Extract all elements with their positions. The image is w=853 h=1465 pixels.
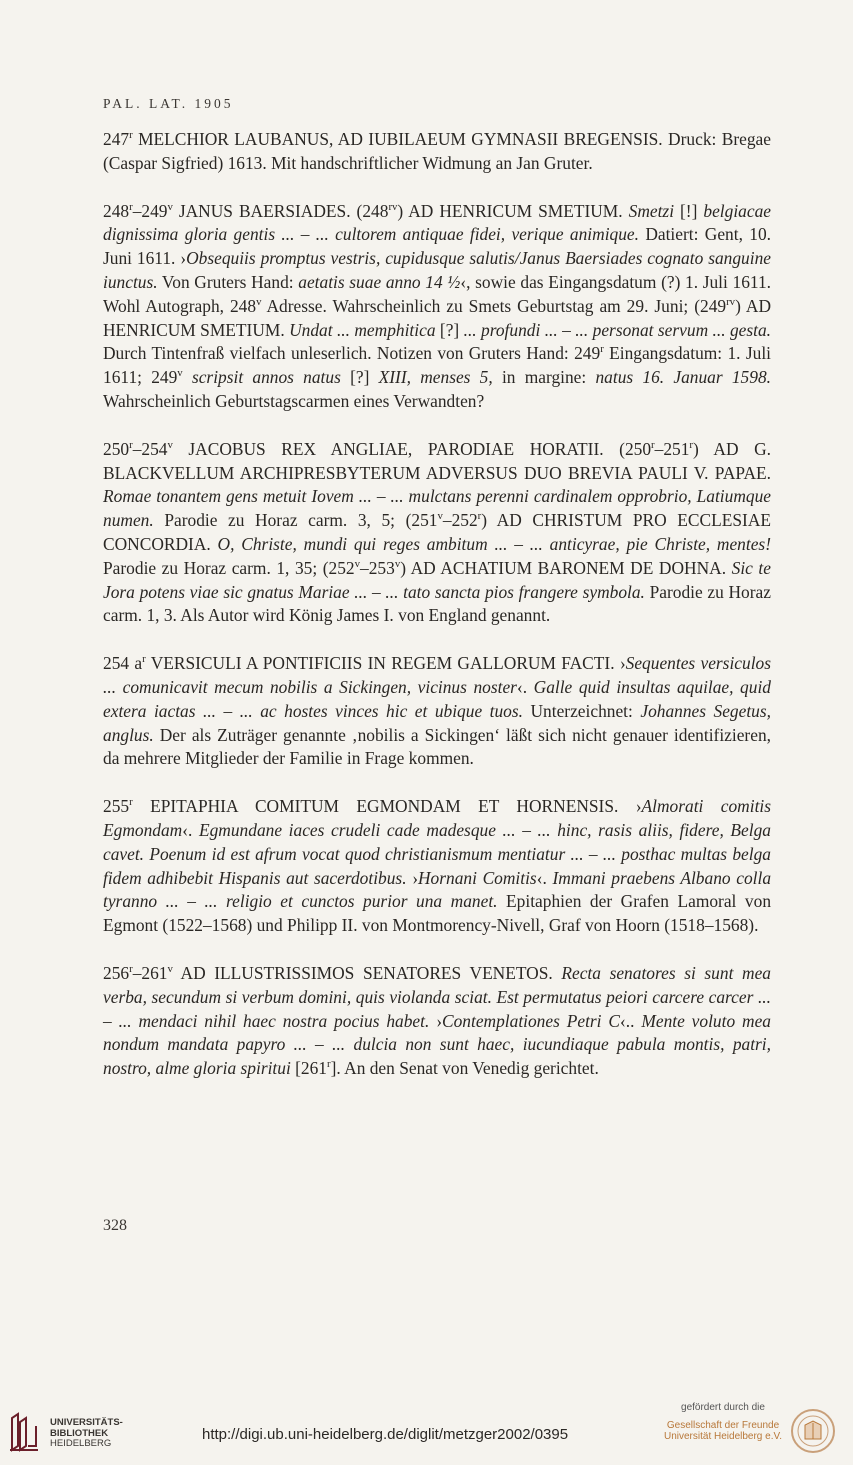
entry-text: ‹. bbox=[182, 819, 199, 840]
entry-text: [261 bbox=[290, 1058, 328, 1079]
entry-text: 248 bbox=[103, 200, 130, 221]
folio-marker: r bbox=[689, 438, 694, 451]
entry-text: –253 bbox=[360, 557, 395, 578]
library-line-2: BIBLIOTHEK bbox=[50, 1427, 109, 1439]
folio-marker: v bbox=[167, 438, 173, 451]
entry-text: –252 bbox=[442, 510, 478, 531]
entry-text: Adresse. Wahrscheinlich zu Smets Geburtstag am 29. Juni; (249 bbox=[261, 295, 727, 316]
entry-text: AD ILLUSTRISSIMOS SENATORES VENETOS. bbox=[172, 962, 562, 983]
latin-quote: Hornani Comitis bbox=[418, 867, 537, 888]
latin-quote: Mente voluto mea nondum mandata papyro ... – ... dulcia non sunt haec, iucundiaque pabula montis, patri, nostro, alme gloria spiritui bbox=[103, 1010, 771, 1079]
entry-text: Epitaphien der Grafen Lamoral von Egmont (1522–1568) und Philipp II. von Montmorency-Nivell, Graf von Hoorn (1518–1568). bbox=[103, 891, 772, 936]
folio-marker: r bbox=[600, 343, 604, 356]
folio-marker: v bbox=[437, 510, 443, 523]
folio-marker: rv bbox=[726, 295, 736, 308]
entry-text: Datiert: Gent, 10. Juni 1611. › bbox=[103, 224, 771, 269]
latin-quote: XIII, menses 5, bbox=[378, 367, 493, 388]
latin-quote: Obsequiis promptus vestris, cupidusque salutis/Janus Baersiades cognato sanguine iunctus. bbox=[103, 248, 771, 292]
entry-text: ) AD ACHATIUM BARONEM DE DOHNA. bbox=[400, 557, 732, 578]
folio-marker: r bbox=[129, 796, 133, 809]
entry-text: –249 bbox=[132, 200, 168, 221]
entry-text: MELCHIOR LAUBANUS, AD IUBILAEUM GYMNASII BREGENSIS. Druck: Bregae (Caspar Sigfried) 1613. Mit handschriftlicher Widmung an Jan Gruter. bbox=[103, 129, 771, 173]
entry-text: –254 bbox=[132, 438, 168, 459]
entry-text: 247 bbox=[103, 129, 130, 149]
entry-text: –261 bbox=[132, 962, 168, 983]
entry-text: EPITAPHIA COMITUM EGMONDAM ET HORNENSIS. › bbox=[132, 796, 642, 817]
entry-text: [?] bbox=[435, 319, 464, 340]
permalink-url[interactable]: http://digi.ub.uni-heidelberg.de/diglit/metzger2002/0395 bbox=[202, 1426, 569, 1443]
entry-text: › bbox=[429, 1010, 442, 1031]
latin-quote: ... profundi ... – ... personat servum ... gesta. bbox=[463, 319, 772, 340]
folio-marker: r bbox=[142, 653, 146, 666]
latin-quote: Egmundane iaces crudeli cade madesque ... – ... hinc, rasis aliis, fidere, Belga cavet. Poenum id est afrum vocat quod christianismum mentiatur ... – ... posthac multas belga fidem adhibebit Hispanis aut sacerdotibus. bbox=[103, 819, 771, 888]
latin-quote: Smetzi bbox=[628, 200, 675, 221]
folio-marker: r bbox=[327, 1058, 331, 1071]
entry-text: ) AD CHRISTUM PRO ECCLESIAE CONCORDIA. bbox=[103, 510, 771, 554]
latin-quote: natus 16. Januar 1598. bbox=[595, 367, 771, 388]
latin-quote: Galle quid insultas aquilae, quid extera iactas ... – ... ac hostes vinces hic et ubique tuos. bbox=[103, 676, 771, 721]
library-line-3: HEIDELBERG bbox=[50, 1438, 112, 1449]
latin-quote: Recta senatores si sunt mea verba, secundum si verbum domini, quis violanda sciat. Est permutatus peiori carcere carcer ... – ... mendaci nihil haec nostra pocius habet. bbox=[103, 962, 771, 1031]
folio-marker: v bbox=[167, 200, 173, 213]
folio-marker: r bbox=[129, 129, 133, 142]
entry-text: ‹.. bbox=[619, 1010, 642, 1031]
entry-text: Unterzeichnet: bbox=[523, 700, 641, 721]
latin-quote: Romae tonantem gens metuit Iovem ... – ... mulctans perenni cardinalem opprobrio, Latiumque numen. bbox=[103, 486, 771, 531]
entry-text: Parodie zu Horaz carm. 1, 35; (252 bbox=[103, 557, 355, 578]
entry-text: VERSICULI A PONTIFICIIS IN REGEM GALLORUM FACTI. › bbox=[145, 653, 626, 674]
entry-text: 254 a bbox=[103, 653, 143, 674]
catalog-entry bbox=[103, 795, 771, 938]
university-library-name bbox=[50, 1418, 123, 1450]
entry-text: Parodie zu Horaz carm. 1, 3. Als Autor wird König James I. von England genannt. bbox=[103, 581, 771, 626]
entry-text: –251 bbox=[654, 438, 690, 459]
entry-text: JACOBUS REX ANGLIAE, PARODIAE HORATII. (250 bbox=[172, 438, 652, 459]
folio-marker: r bbox=[129, 200, 133, 213]
entry-text: 250 bbox=[103, 438, 130, 459]
folio-marker: rv bbox=[388, 200, 398, 213]
folio-marker: v bbox=[394, 557, 401, 570]
entry-text: Parodie zu Horaz carm. 3, 5; (251 bbox=[153, 510, 438, 531]
funder-name-line-1: Gesellschaft der Freunde bbox=[666, 1420, 780, 1431]
folio-marker: v bbox=[177, 367, 183, 380]
entry-text: 256 bbox=[103, 962, 130, 983]
folio-marker: r bbox=[651, 438, 655, 451]
folio-marker: v bbox=[167, 963, 173, 976]
catalog-entries bbox=[103, 128, 771, 1105]
entry-text: Wahrscheinlich Geburtstagscarmen eines Verwandten? bbox=[103, 390, 485, 411]
catalog-entry bbox=[103, 128, 771, 176]
latin-quote: Undat ... memphitica bbox=[289, 319, 436, 340]
folio-marker: r bbox=[477, 510, 482, 523]
entry-text: ‹, sowie das Eingangsdatum (?) 1. Juli 1611. Wohl Autograph, 248 bbox=[103, 271, 771, 316]
latin-quote: O, Christe, mundi qui reges ambitum ... – ... anticyrae, pie Christe, mentes! bbox=[217, 533, 771, 554]
page-number: 328 bbox=[103, 1217, 127, 1234]
entry-text: 255 bbox=[103, 796, 130, 817]
latin-quote: Contemplationes Petri C bbox=[442, 1010, 620, 1031]
latin-quote: Sic te Jora potens viae sic gnatus Mariae ... – ... tato sancta pios frangere symbola. bbox=[103, 557, 771, 602]
catalog-entry bbox=[103, 652, 771, 771]
university-library-logo-icon bbox=[8, 1412, 44, 1452]
entry-text: Von Gruters Hand: bbox=[157, 271, 299, 292]
latin-quote: aetatis suae anno 14 ½ bbox=[298, 271, 461, 292]
entry-text: [?] bbox=[340, 367, 379, 388]
latin-quote: Immani praebens Albano colla tyranno ... – ... religio et cunctos purior una manet. bbox=[103, 867, 772, 912]
university-seal-icon bbox=[790, 1408, 836, 1454]
latin-quote: Almorati comitis Egmondam bbox=[103, 796, 771, 840]
entry-text: Eingangsdatum: 1. Juli 1611; 249 bbox=[103, 343, 771, 388]
funder-name-line-2: Universität Heidelberg e.V. bbox=[663, 1431, 783, 1442]
entry-text: Durch Tintenfraß vielfach unleserlich. Notizen von Gruters Hand: 249 bbox=[103, 343, 601, 364]
entry-text: ) AD HENRICUM SMETIUM. bbox=[103, 295, 771, 340]
folio-marker: r bbox=[129, 963, 133, 976]
folio-marker: v bbox=[354, 557, 361, 570]
folio-marker: r bbox=[129, 438, 133, 451]
latin-quote: scripsit annos natus bbox=[191, 367, 341, 388]
catalog-entry bbox=[103, 200, 771, 414]
funder-credit bbox=[660, 1402, 786, 1442]
funded-by-label: gefördert durch die bbox=[681, 1402, 765, 1413]
latin-quote: belgiacae dignissima gloria gentis ... – ... cultorem antiquae fidei, verique animique. bbox=[103, 200, 771, 245]
entry-text: ) AD HENRICUM SMETIUM. bbox=[397, 200, 629, 221]
entry-text: ) AD G. BLACKVELLUM ARCHIPRESBYTERUM ADVERSUS DUO BREVIA PAULI V. PAPAE. bbox=[103, 438, 771, 483]
entry-text: › bbox=[406, 867, 418, 888]
entry-text: ]. An den Senat von Venedig gerichtet. bbox=[330, 1058, 599, 1079]
entry-text: Der als Zuträger genannte ‚nobilis a Sickingen‘ läßt sich nicht genauer identifizieren, da mehrere Mitglieder der Familie in Frage kommen. bbox=[103, 724, 771, 769]
latin-quote: Johannes Segetus, anglus. bbox=[103, 700, 771, 745]
folio-marker: v bbox=[256, 295, 262, 308]
entry-text: ‹. bbox=[516, 676, 534, 697]
library-line-1: UNIVERSITÄTS- bbox=[50, 1417, 123, 1428]
entry-text: in margine: bbox=[492, 367, 596, 388]
running-head: PAL. LAT. 1905 bbox=[103, 96, 234, 111]
entry-text: ‹. bbox=[536, 867, 553, 888]
footer bbox=[0, 1390, 853, 1465]
catalog-entry bbox=[103, 438, 771, 628]
entry-text: JANUS BAERSIADES. (248 bbox=[172, 200, 389, 221]
entry-text bbox=[183, 367, 192, 387]
latin-quote: Sequentes versiculos ... comunicavit mecum nobilis a Sickingen, vicinus noster bbox=[103, 653, 771, 697]
entry-text: [!] bbox=[674, 200, 704, 221]
catalog-entry bbox=[103, 962, 771, 1081]
